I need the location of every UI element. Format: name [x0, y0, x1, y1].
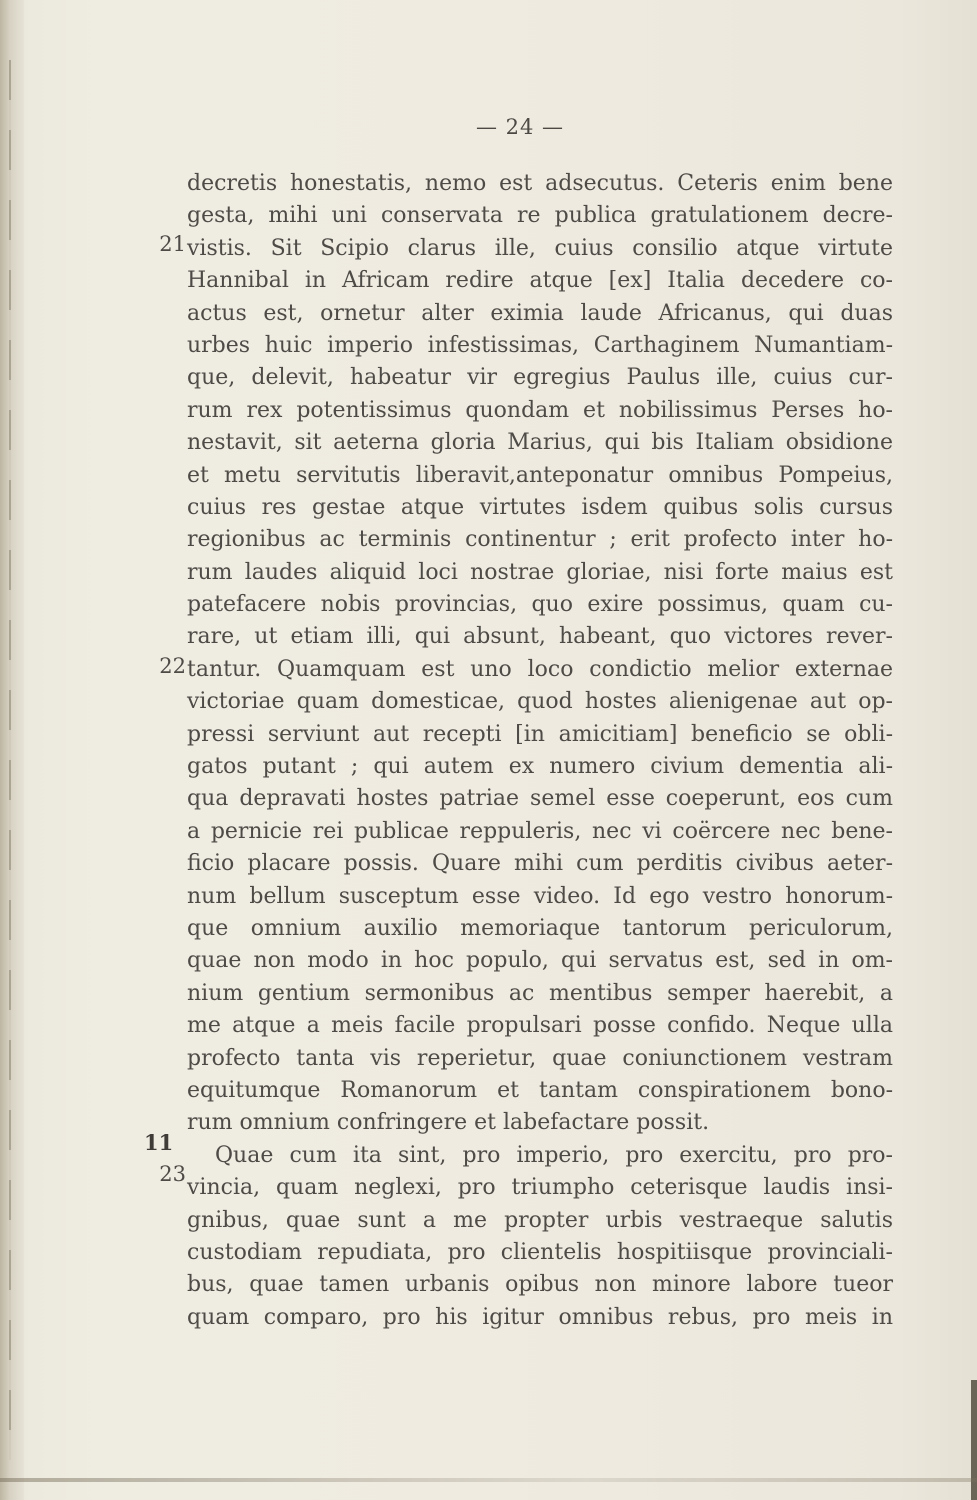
text-line: tantur. Quamquam est uno loco condictio melior externae: [187, 656, 893, 682]
page-number: — 24 —: [475, 115, 565, 139]
margin-section-number: 22: [159, 654, 186, 678]
margin-chapter-number: 11: [144, 1130, 174, 1155]
text-line: rum omnium confringere et labefactare possit.: [187, 1110, 710, 1136]
text-line: ficio placare possis. Quare mihi cum perditis civibus aeter-: [187, 851, 893, 877]
text-line: bus, quae tamen urbanis opibus non minore labore tueor: [187, 1272, 893, 1298]
text-line: equitumque Romanorum et tantam conspirationem bono-: [187, 1077, 893, 1103]
text-line: qua depravati hostes patriae semel esse coeperunt, eos cum: [187, 786, 893, 812]
text-line: profecto tanta vis reperietur, quae coniunctionem vestram: [187, 1045, 893, 1071]
page-right-edge-shadow: [971, 1380, 977, 1500]
text-line: regionibus ac terminis continentur ; erit profecto inter ho-: [187, 527, 893, 553]
text-line: cuius res gestae atque virtutes isdem quibus solis cursus: [187, 494, 893, 520]
binding-shadow: [9, 60, 11, 1460]
text-line: quam comparo, pro his igitur omnibus rebus, pro meis in: [187, 1304, 893, 1330]
text-line: urbes huic imperio infestissimas, Carthaginem Numantiam-: [187, 332, 893, 358]
text-line: victoriae quam domesticae, quod hostes alienigenae aut op-: [187, 689, 893, 715]
text-line: rum laudes aliquid loci nostrae gloriae, nisi forte maius est: [187, 559, 893, 585]
text-line: pressi serviunt aut recepti [in amicitiam] beneficio se obli-: [187, 721, 893, 747]
page-binding-edge: [0, 0, 24, 1500]
text-line: nium gentium sermonibus ac mentibus semper haerebit, a: [187, 980, 893, 1006]
body-text: [187, 168, 893, 1334]
text-line: que, delevit, habeatur vir egregius Paulus ille, cuius cur-: [187, 365, 893, 391]
page-bottom-stain: [0, 1478, 977, 1482]
text-line: vistis. Sit Scipio clarus ille, cuius consilio atque virtute: [187, 235, 893, 261]
text-line: rum rex potentissimus quondam et nobilissimus Perses ho-: [187, 397, 893, 423]
text-line: gatos putant ; qui autem ex numero civium dementia ali-: [187, 754, 893, 780]
text-line: gesta, mihi uni conservata re publica gratulationem decre-: [187, 203, 893, 229]
text-line: quae non modo in hoc populo, qui servatus est, sed in om-: [187, 948, 893, 974]
text-line: me atque a meis facile propulsari posse confido. Neque ulla: [187, 1013, 893, 1039]
margin-section-number: 21: [159, 232, 186, 256]
text-line: num bellum susceptum esse video. Id ego vestro honorum-: [187, 883, 893, 909]
text-line: decretis honestatis, nemo est adsecutus. Ceteris enim bene: [187, 171, 893, 196]
text-line: et metu servitutis liberavit,anteponatur omnibus Pompeius,: [187, 462, 893, 488]
text-line: actus est, ornetur alter eximia laude Africanus, qui duas: [187, 300, 893, 326]
text-line: nestavit, sit aeterna gloria Marius, qui bis Italiam obsidione: [187, 430, 893, 456]
text-line: vincia, quam neglexi, pro triumpho ceterisque laudis insi-: [187, 1175, 893, 1201]
text-line: gnibus, quae sunt a me propter urbis vestraeque salutis: [187, 1207, 893, 1233]
text-line: Quae cum ita sint, pro imperio, pro exercitu, pro pro-: [215, 1142, 893, 1168]
text-line: que omnium auxilio memoriaque tantorum periculorum,: [187, 915, 893, 941]
text-line: patefacere nobis provincias, quo exire possimus, quam cu-: [187, 592, 893, 618]
text-line: custodiam repudiata, pro clientelis hospitiisque provinciali-: [187, 1239, 893, 1265]
text-line: rare, ut etiam illi, qui absunt, habeant, quo victores rever-: [187, 624, 893, 650]
text-line: a pernicie rei publicae reppuleris, nec vi coërcere nec bene-: [187, 818, 893, 844]
margin-section-number: 23: [159, 1162, 186, 1186]
text-line: Hannibal in Africam redire atque [ex] Italia decedere co-: [187, 268, 893, 294]
